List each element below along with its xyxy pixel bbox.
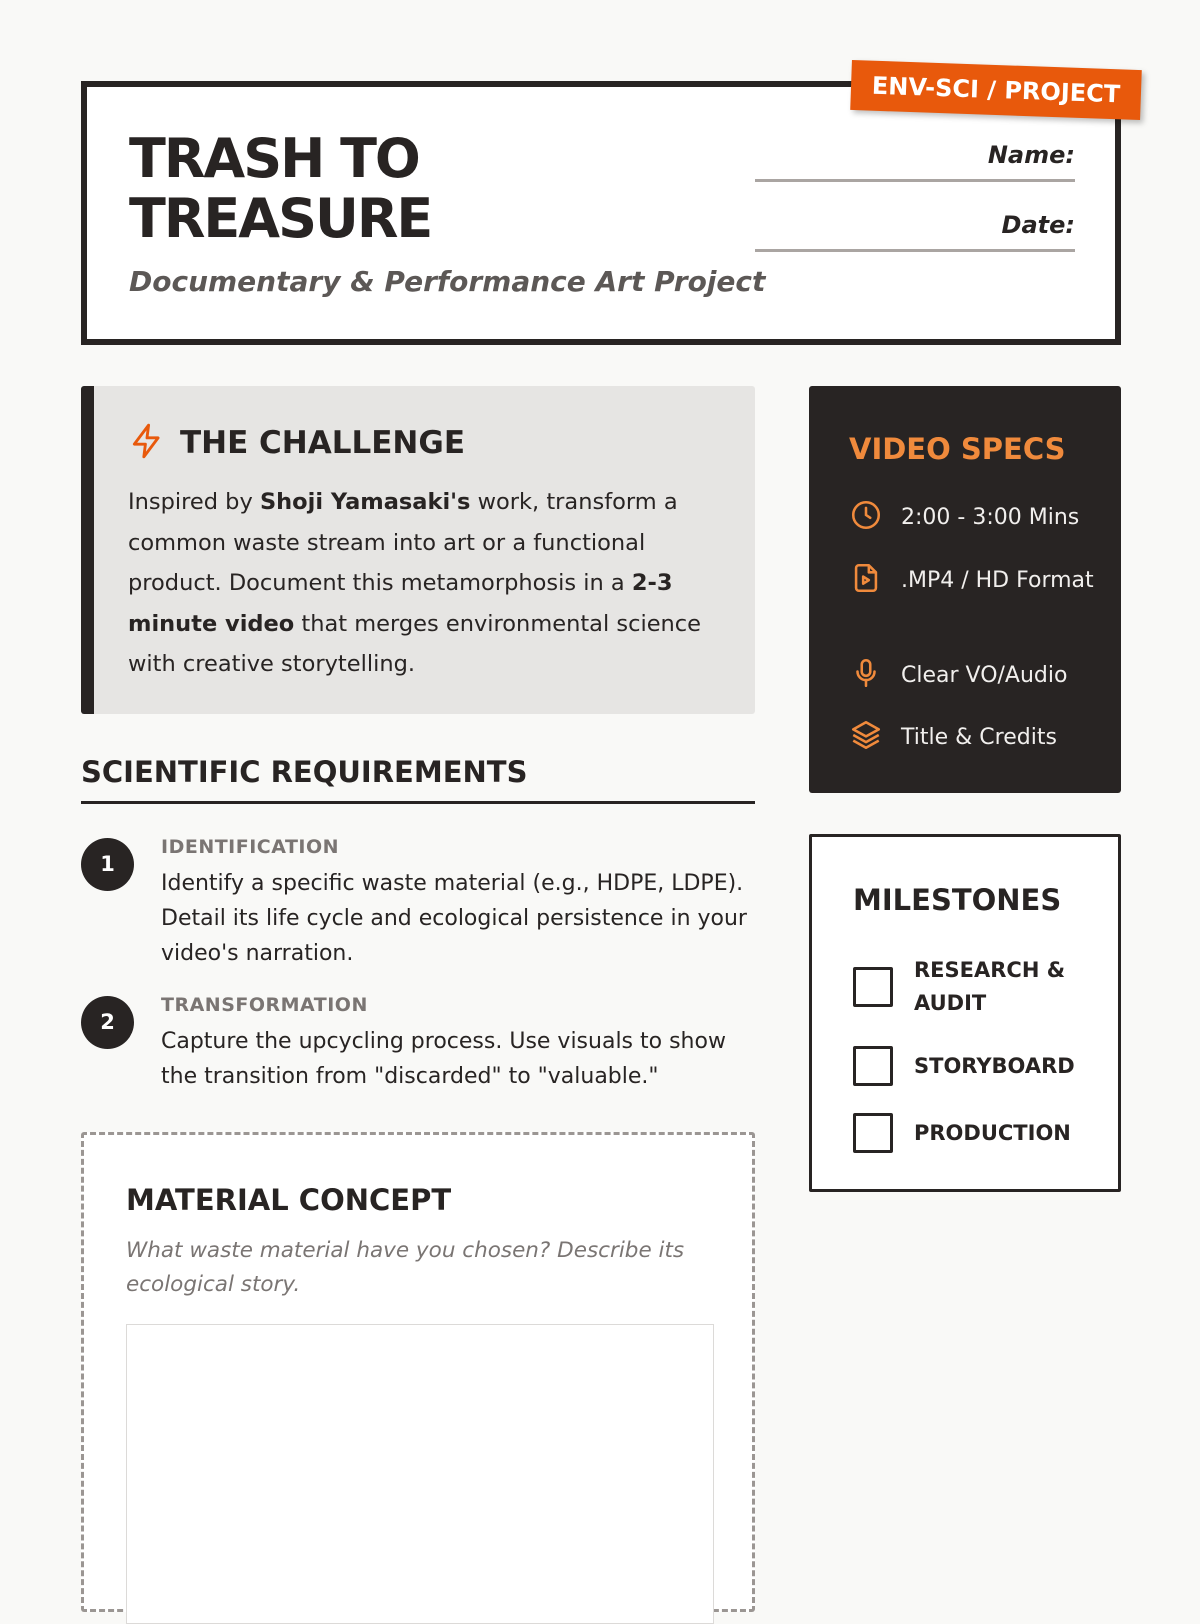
- milestone-storyboard: [853, 1046, 1074, 1086]
- material-concept-prompt: What waste material have you chosen? Describe its ecological story.: [126, 1238, 685, 1297]
- challenge-description: [128, 482, 728, 685]
- spec-audio: [849, 656, 1099, 694]
- material-concept-answer-box[interactable]: [126, 1324, 714, 1624]
- milestone-production: [853, 1113, 1074, 1153]
- challenge-heading: [128, 422, 465, 464]
- name-field[interactable]: [755, 141, 1075, 182]
- requirements-title: SCIENTIFIC REQUIREMENTS: [81, 755, 755, 804]
- challenge-text-part-1: Inspired by: [128, 489, 260, 515]
- requirement-number: 2: [81, 996, 134, 1049]
- milestone-research: [853, 954, 1074, 1020]
- requirement-label: TRANSFORMATION: [161, 994, 368, 1016]
- challenge-artist-name: Shoji Yamasaki's: [259, 489, 471, 515]
- milestone-research-checkbox[interactable]: [853, 967, 893, 1007]
- milestone-storyboard-checkbox[interactable]: [853, 1046, 893, 1086]
- milestone-production-label: PRODUCTION: [914, 1120, 1071, 1145]
- category-badge: ENV-SCI / PROJECT: [850, 60, 1142, 120]
- milestones-title: MILESTONES: [853, 883, 1062, 917]
- microphone-icon: [849, 656, 883, 694]
- challenge-text-part-2: work, transform a common waste stream into art or a functional product. Document this metamorphosis in a: [128, 489, 678, 596]
- challenge-video-length: 2-3 minute video: [128, 570, 673, 637]
- requirement-text: Capture the upcycling process. Use visuals to show the transition from "discarded" to "valuable.": [161, 1029, 726, 1089]
- spec-format: [849, 561, 1099, 599]
- clock-icon: [849, 498, 883, 536]
- milestone-research-label: RESEARCH & AUDIT: [914, 958, 1066, 1015]
- header-card: [81, 71, 1121, 345]
- milestone-production-checkbox[interactable]: [853, 1113, 893, 1153]
- layers-icon: [849, 718, 883, 756]
- spec-credits: [849, 718, 1099, 756]
- requirement-number: 1: [81, 838, 134, 891]
- material-concept-panel: [81, 1132, 755, 1612]
- spec-format-text: .MP4 / HD Format: [901, 567, 1094, 593]
- spec-audio-text: Clear VO/Audio: [901, 662, 1068, 688]
- material-concept-title: MATERIAL CONCEPT: [126, 1183, 452, 1217]
- spec-duration-text: 2:00 - 3:00 Mins: [901, 504, 1080, 530]
- spec-duration: [849, 498, 1099, 536]
- date-label: Date:: [1001, 211, 1075, 239]
- milestones-panel: [809, 834, 1121, 1192]
- milestone-storyboard-label: STORYBOARD: [914, 1053, 1075, 1078]
- date-field[interactable]: [755, 211, 1075, 252]
- spec-credits-text: Title & Credits: [901, 724, 1057, 750]
- requirement-label: IDENTIFICATION: [161, 836, 340, 858]
- challenge-text-part-3: that merges environmental science with creative storytelling.: [128, 610, 702, 677]
- page-title-line-1: TRASH TO: [129, 127, 419, 190]
- video-file-icon: [849, 561, 883, 599]
- challenge-title: THE CHALLENGE: [180, 425, 465, 461]
- video-specs-panel: [809, 386, 1121, 793]
- video-specs-title: VIDEO SPECS: [849, 432, 1066, 466]
- name-label: Name:: [987, 141, 1075, 169]
- lightning-icon: [128, 422, 166, 464]
- page-subtitle: Documentary & Performance Art Project: [129, 265, 766, 298]
- page-title-line-2: TREASURE: [129, 187, 432, 250]
- page-title: [129, 129, 509, 249]
- challenge-panel: [81, 386, 755, 714]
- requirement-text: Identify a specific waste material (e.g., HDPE, LDPE). Detail its life cycle and ecological persistence in your video's narration.: [161, 871, 747, 966]
